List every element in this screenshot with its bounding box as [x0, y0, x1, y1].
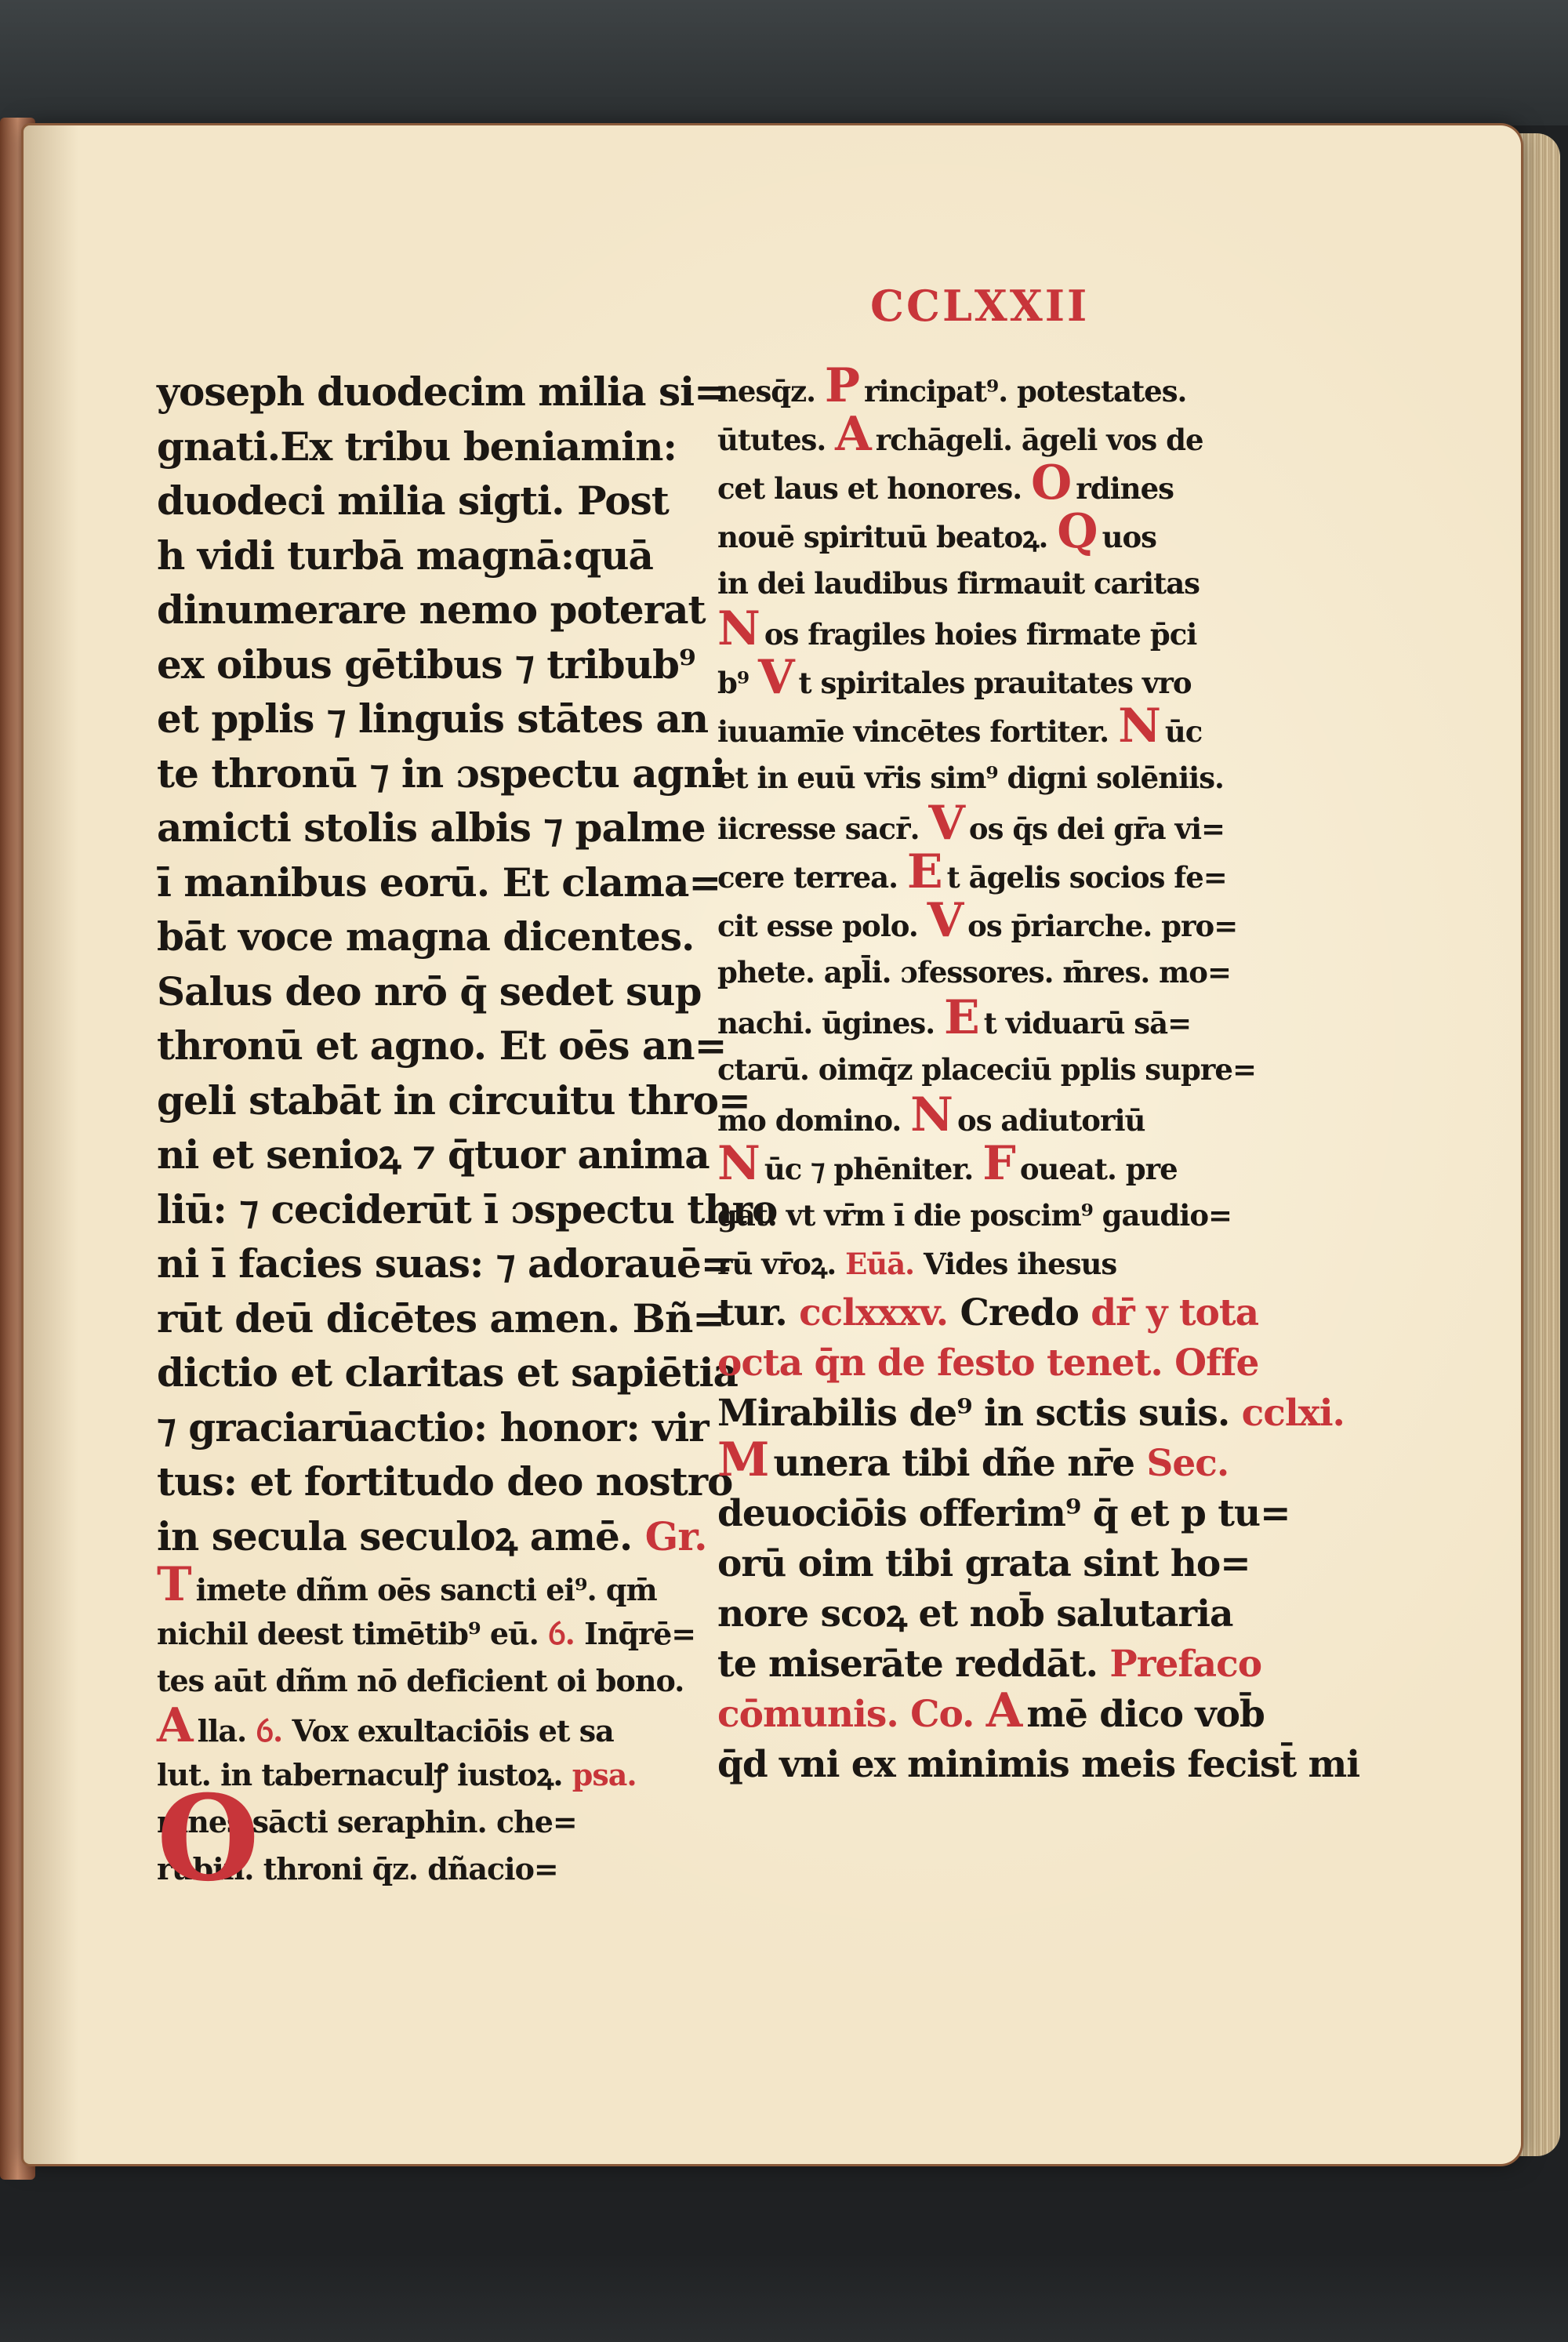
- text-segment: iicresse sacr̄.: [717, 812, 929, 846]
- text-line: [157, 1610, 696, 1658]
- red-initial: E: [906, 844, 942, 899]
- text-segment: cet laus et honores.: [717, 471, 1031, 506]
- text-line: [157, 474, 669, 528]
- text-segment: tus: et fortitudo deo nostro: [157, 1458, 733, 1505]
- text-segment: nichil deest timētib⁹ eū.: [157, 1616, 549, 1651]
- text-line: [717, 358, 1219, 413]
- text-segment: ūc ⁊ phēniter.: [764, 1152, 983, 1186]
- text-line: [157, 692, 709, 746]
- text-segment: amicti stolis albis ⁊ palme: [157, 804, 706, 851]
- text-segment: q̄d vni ex minimis meis fecist̄ mi: [717, 1743, 1360, 1786]
- text-line: [157, 1127, 710, 1182]
- text-segment: lla.: [197, 1713, 256, 1748]
- rubric-text: dr̄ y tota: [1091, 1291, 1259, 1334]
- text-segment: rchāgeli. āgeli vos de: [875, 423, 1203, 457]
- text-segment: Mirabilis de⁹ in sctis suis.: [717, 1392, 1242, 1435]
- text-segment: rincipat⁹. potestates.: [864, 374, 1187, 408]
- text-line: [157, 1400, 709, 1455]
- rubric-text: ỽ.: [256, 1713, 283, 1748]
- text-line: [157, 1345, 738, 1400]
- scan-background-top: [0, 0, 1568, 125]
- text-segment: h vidi turbā magnā:quā: [157, 532, 653, 579]
- rubric-text: octa q̄n de festo tenet. Offe: [717, 1342, 1259, 1385]
- text-segment: rū vr̄oꝝ.: [717, 1247, 846, 1281]
- text-segment: os fragiles hoies firmate p̄ci: [764, 617, 1197, 652]
- text-segment: liū: ⁊ ceciderūt ī ɔspectu thro: [157, 1186, 778, 1233]
- text-segment: te miserāte reddāt.: [717, 1643, 1110, 1686]
- text-segment: b⁹: [717, 666, 758, 700]
- text-segment: tes aūt dñm nō deficient oi bono.: [157, 1663, 684, 1698]
- rubric-text: psa.: [572, 1757, 637, 1792]
- rubric-text: cōmunis. Co.: [717, 1693, 975, 1736]
- text-line: [157, 1454, 733, 1509]
- red-initial: A: [835, 407, 871, 462]
- text-line: [717, 1136, 1219, 1191]
- text-line: [157, 637, 695, 692]
- text-segment: ex oibus gētibus ⁊ tribub⁹: [157, 641, 695, 688]
- red-initial: M: [717, 1432, 769, 1487]
- text-line: [157, 1018, 727, 1073]
- text-segment: gnati.Ex tribu beniamin:: [157, 423, 677, 470]
- text-line: [717, 1639, 1262, 1690]
- text-segment: t spiritales prauitates vro: [798, 666, 1192, 700]
- text-segment: dinumerare nemo poterat: [157, 586, 706, 633]
- text-segment: nesq̄z.: [717, 374, 825, 408]
- text-line: [157, 1073, 750, 1128]
- text-line: [717, 1338, 1259, 1389]
- red-initial: P: [824, 358, 860, 413]
- text-line: [157, 964, 702, 1019]
- text-line: [157, 855, 721, 910]
- text-segment: t āgelis socios fe=: [946, 860, 1227, 895]
- red-initial: N: [910, 1087, 953, 1142]
- text-segment: oueat. pre: [1019, 1152, 1178, 1186]
- text-line: [717, 650, 1219, 705]
- text-segment: ūc: [1164, 714, 1203, 749]
- text-line: [717, 1489, 1290, 1539]
- text-segment: deuociōis offerim⁹ q̄ et p tu=: [717, 1492, 1290, 1535]
- text-segment: os p̄riarche. pro=: [967, 909, 1238, 943]
- text-line: [157, 583, 706, 637]
- text-segment: tur.: [717, 1291, 800, 1334]
- text-line: [717, 893, 1238, 948]
- text-segment: mnes sācti seraphin. che=: [157, 1804, 577, 1839]
- text-segment: t viduarū sā=: [983, 1006, 1192, 1040]
- red-initial: F: [982, 1136, 1015, 1191]
- text-segment: nouē spirituū beatoꝝ.: [717, 520, 1058, 554]
- text-segment: ūtutes.: [717, 423, 836, 457]
- text-line: [717, 601, 1219, 656]
- text-line: [157, 1557, 657, 1612]
- rubric-text: ỽ.: [548, 1616, 575, 1651]
- rubric-text: Sec.: [1146, 1442, 1229, 1485]
- text-line: [717, 1288, 1259, 1338]
- text-line: [717, 407, 1219, 462]
- text-segment: mo domino.: [717, 1103, 911, 1138]
- rubric-text: cclxi.: [1241, 1392, 1345, 1435]
- red-initial: A: [157, 1698, 193, 1753]
- text-segment: lut. in tabernaculꝭ iustoꝝ.: [157, 1757, 572, 1792]
- scan-background-bottom: [0, 2256, 1568, 2342]
- text-line: [157, 365, 727, 419]
- text-line: [717, 559, 1219, 608]
- red-initial: N: [717, 1136, 760, 1191]
- red-initial: V: [757, 650, 794, 705]
- text-segment: duodeci milia sigti. Post: [157, 477, 669, 524]
- text-segment: ctarū. oimq̄z placeciū pplis supre=: [717, 1052, 1256, 1087]
- text-segment: yoseph duodecim milia si=: [157, 369, 727, 415]
- text-segment: nore scoꝝ et nob̄ salutaria: [717, 1592, 1233, 1636]
- text-line: [717, 1539, 1250, 1589]
- text-line: [717, 844, 1227, 899]
- text-segment: mē dico vob̄: [1026, 1693, 1265, 1736]
- text-line: [157, 1509, 707, 1564]
- red-initial: N: [1118, 699, 1160, 753]
- text-segment: rdines: [1076, 471, 1174, 506]
- text-segment: gat. vt vr̄m ī die poscim⁹ gaudio=: [717, 1198, 1232, 1233]
- right-text-column: [717, 358, 1360, 1790]
- text-line: [157, 1182, 778, 1237]
- text-segment: [974, 1693, 985, 1736]
- text-line: [717, 1740, 1360, 1790]
- text-line: [717, 1589, 1233, 1639]
- text-segment: Vox exultaciōis et sa: [282, 1713, 614, 1748]
- text-segment: rubin. throni q̄z. dñacio=: [157, 1851, 558, 1886]
- text-line: [717, 1191, 1232, 1240]
- text-segment: orū oim tibi grata sint ho=: [717, 1542, 1250, 1585]
- text-segment: os q̄s dei gr̄a vi=: [968, 812, 1225, 846]
- text-segment: nachi. ūgines.: [717, 1006, 944, 1040]
- text-line: [157, 1658, 684, 1705]
- text-line: [717, 1389, 1345, 1439]
- text-segment: in dei laudibus firmauit caritas: [717, 566, 1200, 601]
- text-line: [717, 1432, 1229, 1489]
- red-initial: V: [927, 893, 964, 948]
- text-segment: phete. apl̄i. ɔfessores. m̄res. mo=: [717, 955, 1231, 989]
- rubric-text: Prefaco: [1109, 1643, 1262, 1686]
- text-segment: et pplis ⁊ linguis stātes an: [157, 695, 709, 742]
- text-segment: imete dñm oēs sancti ei⁹. qm̄: [195, 1572, 657, 1607]
- text-line: [717, 990, 1219, 1045]
- text-line: [717, 1045, 1256, 1094]
- text-line: [717, 948, 1231, 997]
- red-initial: T: [157, 1557, 191, 1612]
- text-segment: unera tibi dñe nr̄e: [773, 1442, 1147, 1485]
- rubric-text: Eūā.: [845, 1247, 915, 1281]
- text-line: [717, 796, 1225, 851]
- text-segment: ī manibus eorū. Et clama=: [157, 859, 721, 906]
- rubric-text: Gr.: [644, 1512, 707, 1560]
- text-line: [717, 1240, 1219, 1288]
- text-segment: os adiutoriū: [957, 1103, 1145, 1138]
- text-segment: ni et senioꝝ ⁊ q̄tuor anima: [157, 1131, 710, 1178]
- text-line: [717, 1087, 1219, 1142]
- text-line: [157, 801, 706, 855]
- text-segment: ni ī facies suas: ⁊ adorauē=: [157, 1240, 733, 1287]
- text-line: [717, 1683, 1265, 1740]
- rubric-text: cclxxxv.: [799, 1291, 949, 1334]
- red-initial: E: [944, 990, 979, 1045]
- text-segment: ⁊ graciarūactio: honor: vir: [157, 1403, 709, 1451]
- folio-number: CCLXXII: [870, 281, 1090, 331]
- text-segment: et in euū vr̄is sim⁹ digni solēniis.: [717, 761, 1224, 795]
- text-segment: bāt voce magna dicentes.: [157, 913, 695, 960]
- red-initial: O: [1030, 456, 1072, 510]
- text-line: [157, 746, 725, 801]
- text-segment: Credo: [948, 1291, 1091, 1334]
- text-line: [717, 456, 1219, 510]
- text-line: [717, 699, 1219, 753]
- text-line: [157, 528, 651, 583]
- text-line: [157, 1236, 733, 1291]
- text-line: [717, 504, 1219, 559]
- text-segment: Inq̄rē=: [574, 1616, 696, 1651]
- text-line: [157, 1291, 725, 1346]
- text-segment: cere terrea.: [717, 860, 907, 895]
- text-segment: cit esse polo.: [717, 909, 927, 943]
- text-segment: in secula seculoꝝ amē.: [157, 1512, 645, 1560]
- text-line: [717, 753, 1224, 802]
- text-segment: uos: [1102, 520, 1156, 554]
- red-initial: N: [717, 601, 760, 656]
- text-segment: rūt deū dicētes amen. Bñ=: [157, 1294, 725, 1342]
- text-segment: te thronū ⁊ in ɔspectu agni: [157, 750, 725, 797]
- text-segment: dictio et claritas et sapiētia: [157, 1349, 738, 1396]
- red-initial: V: [928, 796, 964, 851]
- text-segment: Salus deo nrō q̄ sedet sup: [157, 968, 702, 1015]
- red-initial: A: [985, 1683, 1022, 1738]
- red-initial: Q: [1057, 504, 1098, 559]
- text-segment: Vides ihesus: [914, 1247, 1117, 1281]
- large-red-initial: O: [157, 1770, 260, 1908]
- text-line: [157, 419, 677, 474]
- text-segment: thronū et agno. Et oēs an=: [157, 1022, 727, 1069]
- text-line: [157, 1698, 651, 1753]
- text-segment: iuuamīe vincētes fortiter.: [717, 714, 1119, 749]
- text-segment: geli stabāt in circuitu thro=: [157, 1077, 750, 1124]
- text-line: [157, 910, 695, 964]
